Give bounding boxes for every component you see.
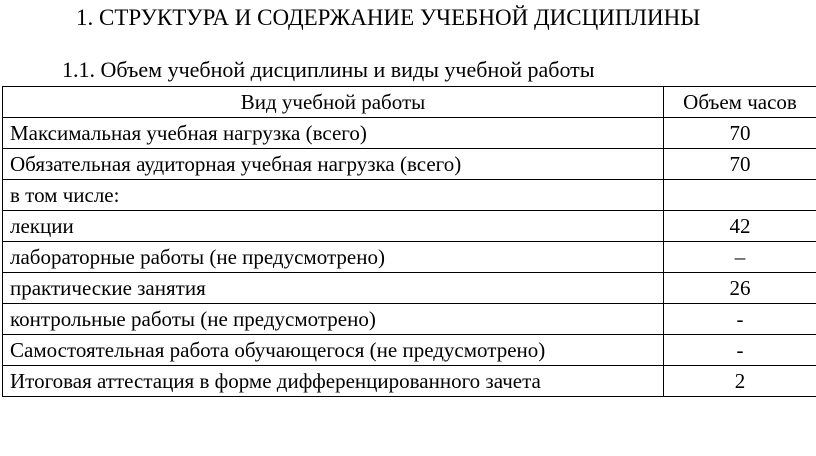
page-title: 1. СТРУКТУРА И СОДЕРЖАНИЕ УЧЕБНОЙ ДИСЦИПЛИНЫ bbox=[76, 5, 701, 30]
section-subtitle: 1.1. Объем учебной дисциплины и виды учебной работы bbox=[62, 57, 595, 82]
table-row bbox=[3, 149, 816, 180]
row-hours: 42 bbox=[664, 211, 816, 242]
table-row bbox=[3, 304, 816, 335]
table-row bbox=[3, 180, 816, 211]
row-hours: 26 bbox=[664, 273, 816, 304]
table-row bbox=[3, 118, 816, 149]
table-row bbox=[3, 273, 816, 304]
row-hours: 70 bbox=[664, 149, 816, 180]
row-hours: 70 bbox=[664, 118, 816, 149]
row-hours: - bbox=[664, 304, 816, 335]
table-row bbox=[3, 242, 816, 273]
row-work-type: контрольные работы (не предусмотрено) bbox=[3, 304, 664, 335]
row-work-type: Итоговая аттестация в форме дифференцированного зачета bbox=[3, 366, 664, 397]
row-work-type: лабораторные работы (не предусмотрено) bbox=[3, 242, 664, 273]
row-hours: – bbox=[664, 242, 816, 273]
table-row bbox=[3, 366, 816, 397]
workload-table bbox=[2, 86, 816, 397]
row-work-type: в том числе: bbox=[3, 180, 664, 211]
row-work-type: Обязательная аудиторная учебная нагрузка (всего) bbox=[3, 149, 664, 180]
table-row bbox=[3, 335, 816, 366]
row-hours bbox=[664, 180, 816, 211]
row-work-type: Максимальная учебная нагрузка (всего) bbox=[3, 118, 664, 149]
header-hours: Объем часов bbox=[664, 87, 816, 118]
row-work-type: Самостоятельная работа обучающегося (не предусмотрено) bbox=[3, 335, 664, 366]
row-hours: 2 bbox=[664, 366, 816, 397]
row-work-type: практические занятия bbox=[3, 273, 664, 304]
row-work-type: лекции bbox=[3, 211, 664, 242]
header-work-type: Вид учебной работы bbox=[3, 87, 664, 118]
table-row bbox=[3, 211, 816, 242]
table-header-row bbox=[3, 87, 816, 118]
row-hours: - bbox=[664, 335, 816, 366]
